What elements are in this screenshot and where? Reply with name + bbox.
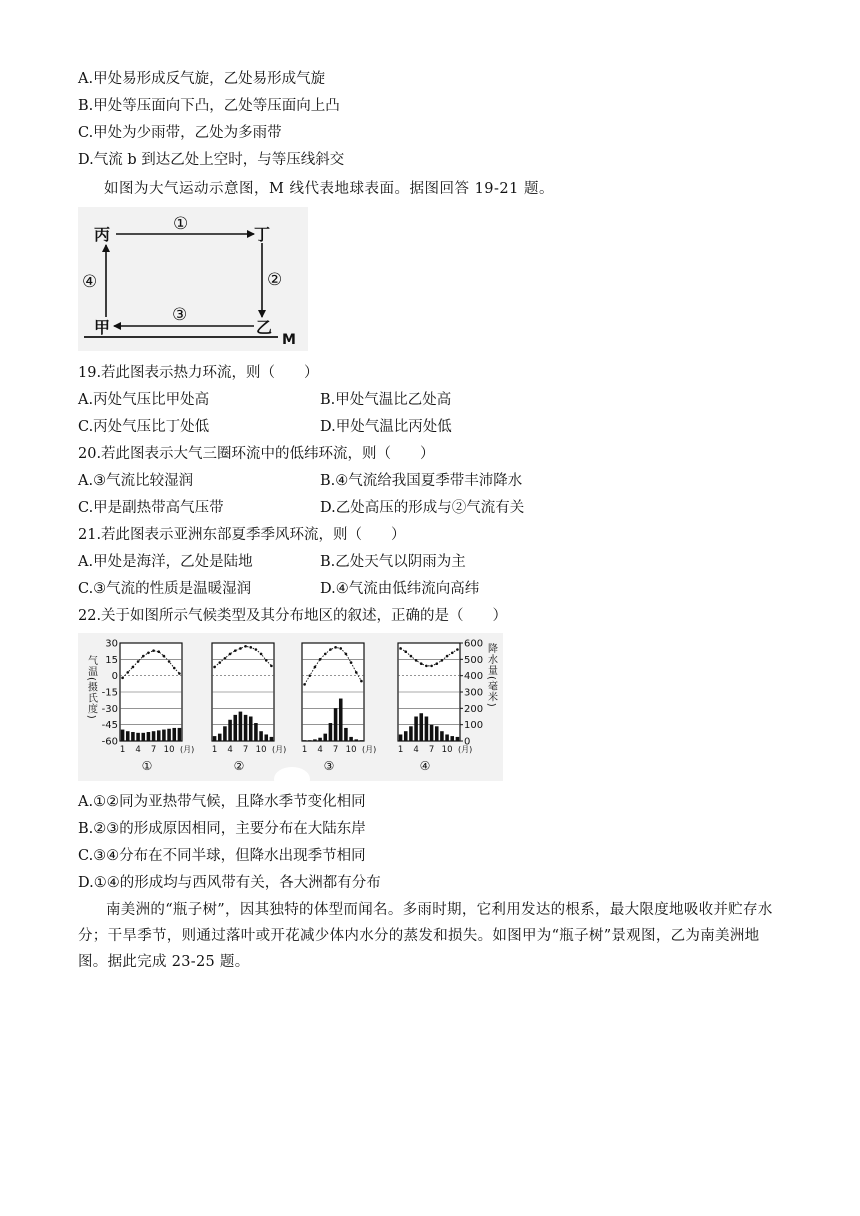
q21-option-b: B.乙处天气以阴雨为主: [320, 554, 466, 570]
q21-option-d: D.④气流由低纬流向高纬: [320, 581, 480, 597]
temperature-point: [218, 661, 221, 664]
precipitation-bar: [259, 731, 263, 741]
temperature-point: [415, 659, 418, 662]
temperature-point: [350, 661, 353, 664]
intro-19-21: 如图为大气运动示意图，M 线代表地球表面。据图回答 19-21 题。: [104, 181, 554, 197]
precipitation-bar: [244, 715, 248, 741]
y-right-tick: 300: [464, 687, 484, 699]
precipitation-bar: [425, 717, 429, 742]
precipitation-bar: [303, 740, 307, 741]
q22-option-b: B.②③的形成原因相同，主要分布在大陆东岸: [78, 821, 366, 837]
precipitation-bar: [360, 740, 364, 741]
month-tick: 10: [441, 745, 453, 755]
month-tick: 7: [150, 745, 157, 755]
q18-option-a: A.甲处易形成反气旋，乙处易形成气旋: [78, 71, 326, 87]
intro-23-25: 南美洲的“瓶子树”，因其独特的体型而闻名。多雨时期，它利用发达的根系，最大限度地吸收并贮存水分；干旱季节，则通过落叶或开花减少体内水分的蒸发和损失。如图甲为“瓶子树”景观图，乙为南美洲地图。据此完成 23-25 题。: [78, 902, 773, 970]
precipitation-bar: [213, 736, 217, 741]
q19-option-c: C.丙处气压比丁处低: [78, 419, 210, 435]
q19-stem: 19.若此图表示热力环流，则（ ）: [78, 365, 319, 381]
precipitation-bar: [308, 740, 312, 741]
temperature-point: [410, 655, 413, 658]
temperature-point: [168, 660, 171, 663]
q22-stem: 22.关于如图所示气候类型及其分布地区的叙述，正确的是（ ）: [78, 608, 508, 624]
arrow-label-1: ①: [173, 214, 189, 234]
month-tick: 1: [301, 745, 308, 755]
circulation-diagram: [78, 207, 308, 351]
climate-charts-figure: [78, 633, 503, 781]
month-unit: (月): [272, 745, 287, 754]
precipitation-bar: [430, 725, 434, 741]
temperature-point: [425, 665, 428, 668]
precipitation-bar: [414, 717, 418, 742]
temperature-point: [339, 647, 342, 650]
temperature-point: [399, 647, 402, 650]
month-unit: (月): [458, 745, 473, 754]
month-tick: 10: [163, 745, 175, 755]
q22-option-c: C.③④分布在不同半球，但降水出现季节相同: [78, 848, 366, 864]
q19-option-d: D.甲处气温比丙处低: [320, 419, 452, 435]
temperature-point: [249, 646, 252, 649]
precipitation-bar: [223, 726, 227, 741]
month-tick: 4: [413, 745, 419, 755]
month-tick: 10: [345, 745, 357, 755]
temperature-point: [260, 653, 263, 656]
month-tick: 7: [332, 745, 339, 755]
month-unit: (月): [180, 745, 195, 754]
precipitation-bar: [147, 732, 151, 741]
temperature-point: [435, 662, 438, 665]
temperature-point: [265, 659, 268, 662]
precipitation-bar: [404, 731, 408, 741]
q20-option-b: B.④气流给我国夏季带丰沛降水: [320, 473, 523, 489]
temperature-point: [303, 683, 306, 686]
q21-option-c: C.③气流的性质是温暖湿润: [78, 581, 252, 597]
month-tick: 7: [428, 745, 435, 755]
precipitation-bar: [399, 734, 403, 741]
q22-option-d: D.①④的形成均与西风带有关，各大洲都有分布: [78, 875, 381, 891]
q19-option-a: A.丙处气压比甲处高: [78, 392, 210, 408]
temperature-point: [137, 660, 140, 663]
month-tick: 1: [397, 745, 404, 755]
temperature-point: [213, 666, 216, 669]
temperature-point: [234, 649, 237, 652]
precipitation-bar: [456, 737, 460, 741]
y-left-tick: 15: [105, 654, 118, 666]
temperature-point: [324, 653, 327, 656]
surface-label: M: [282, 332, 296, 348]
temperature-point: [345, 653, 348, 656]
precipitation-bar: [450, 736, 454, 741]
month-tick: 1: [119, 745, 126, 755]
corner-yi: 乙: [256, 318, 273, 337]
temperature-point: [142, 655, 145, 658]
arrow-label-4: ④: [82, 272, 98, 292]
precipitation-bar: [178, 728, 182, 741]
precipitation-bar: [264, 734, 268, 741]
precipitation-bar: [329, 723, 333, 741]
corner-jia: 甲: [94, 318, 111, 337]
q19-option-b: B.甲处气温比乙处高: [320, 392, 452, 408]
temperature-point: [314, 666, 317, 669]
q20-option-c: C.甲是副热带高气压带: [78, 500, 224, 516]
precipitation-bar: [313, 739, 317, 741]
q20-stem: 20.若此图表示大气三圈环流中的低纬环流，则（ ）: [78, 446, 435, 462]
month-tick: 7: [242, 745, 249, 755]
q18-option-b: B.甲处等压面向下凸，乙处等压面向上凸: [78, 98, 340, 114]
temperature-point: [157, 650, 160, 653]
temperature-point: [270, 665, 273, 668]
q20-option-a: A.③气流比较湿润: [78, 473, 194, 489]
temperature-point: [451, 652, 454, 655]
temperature-point: [173, 667, 176, 670]
precipitation-bar: [152, 731, 156, 741]
temperature-point: [329, 648, 332, 651]
temperature-point: [456, 648, 459, 651]
temperature-point: [224, 657, 227, 660]
y-right-tick: 400: [464, 671, 484, 683]
precipitation-bar: [270, 737, 274, 741]
arrow-label-3: ③: [172, 305, 188, 325]
temperature-point: [178, 672, 181, 675]
precipitation-bar: [445, 734, 449, 741]
precipitation-bar: [249, 717, 253, 742]
corner-ding: 丁: [254, 225, 271, 244]
y-left-tick: -60: [101, 736, 118, 748]
precipitation-bar: [349, 737, 353, 741]
precipitation-bar: [218, 734, 222, 741]
precipitation-bar: [409, 726, 413, 741]
temperature-point: [132, 666, 135, 669]
month-unit: (月): [362, 745, 377, 754]
month-tick: 4: [135, 745, 141, 755]
precipitation-bar: [440, 731, 444, 741]
precipitation-bar: [228, 720, 232, 741]
y-right-tick: 100: [464, 720, 484, 732]
q21-stem: 21.若此图表示亚洲东部夏季季风环流，则（ ）: [78, 527, 406, 543]
q22-option-a: A.①②同为亚热带气候，且降水季节变化相同: [78, 794, 366, 810]
precipitation-bar: [334, 708, 338, 741]
y-left-tick: 30: [105, 638, 118, 650]
precipitation-bar: [354, 739, 358, 741]
panel-label: ③: [323, 759, 335, 773]
panel-label: ④: [419, 759, 431, 773]
q18-option-d: D.气流 b 到达乙处上空时，与等压线斜交: [78, 152, 345, 168]
temperature-point: [126, 671, 129, 674]
temperature-point: [430, 665, 433, 668]
y-left-tick: -15: [101, 687, 118, 699]
month-tick: 4: [227, 745, 233, 755]
temperature-point: [446, 655, 449, 658]
precipitation-bar: [157, 730, 161, 741]
precipitation-bar: [136, 733, 140, 741]
precipitation-bar: [167, 729, 171, 741]
y-left-tick: -45: [101, 720, 118, 732]
month-tick: 1: [211, 745, 218, 755]
precipitation-bar: [419, 713, 423, 741]
temperature-point: [308, 674, 311, 677]
precipitation-bar: [131, 732, 135, 741]
precipitation-bar: [141, 733, 145, 741]
precipitation-bar: [121, 730, 125, 741]
q21-option-a: A.甲处是海洋，乙处是陆地: [78, 554, 253, 570]
y-left-tick: -30: [101, 703, 118, 715]
temperature-point: [152, 649, 155, 652]
month-tick: 10: [255, 745, 267, 755]
precipitation-bar: [239, 712, 243, 741]
temperature-point: [360, 680, 363, 683]
precipitation-bar: [323, 734, 327, 741]
temperature-point: [239, 647, 242, 650]
temperature-point: [355, 671, 358, 674]
y-right-tick: 0: [464, 736, 471, 748]
panel-label: ①: [141, 759, 153, 773]
temperature-point: [229, 653, 232, 656]
y-right-label: 降水量(毫米): [485, 643, 497, 708]
temperature-point: [244, 645, 247, 648]
temperature-point: [334, 646, 337, 649]
temperature-point: [319, 658, 322, 661]
precipitation-bar: [254, 723, 258, 741]
arrow-label-2: ②: [267, 270, 283, 290]
temperature-point: [255, 648, 258, 651]
precipitation-bar: [162, 730, 166, 741]
precipitation-bar: [339, 699, 343, 741]
y-right-tick: 200: [464, 703, 484, 715]
temperature-point: [163, 655, 166, 658]
precipitation-bar: [435, 726, 439, 741]
q20-option-d: D.乙处高压的形成与②气流有关: [320, 500, 525, 516]
temperature-point: [147, 652, 150, 655]
precipitation-bar: [233, 715, 237, 741]
corner-bing: 丙: [94, 225, 111, 244]
y-right-tick: 500: [464, 654, 484, 666]
q18-option-c: C.甲处为少雨带，乙处为多雨带: [78, 125, 282, 141]
y-left-tick: 0: [111, 671, 118, 683]
precipitation-bar: [172, 728, 176, 741]
temperature-point: [441, 659, 444, 662]
temperature-point: [404, 650, 407, 653]
precipitation-bar: [318, 738, 322, 741]
precipitation-bar: [344, 728, 348, 741]
temperature-point: [420, 662, 423, 665]
precipitation-bar: [126, 731, 130, 741]
panel-label: ②: [233, 759, 245, 773]
y-right-tick: 600: [464, 638, 484, 650]
temperature-point: [121, 677, 124, 680]
y-left-label: 气温(摄氏度): [85, 655, 97, 720]
month-tick: 4: [317, 745, 323, 755]
